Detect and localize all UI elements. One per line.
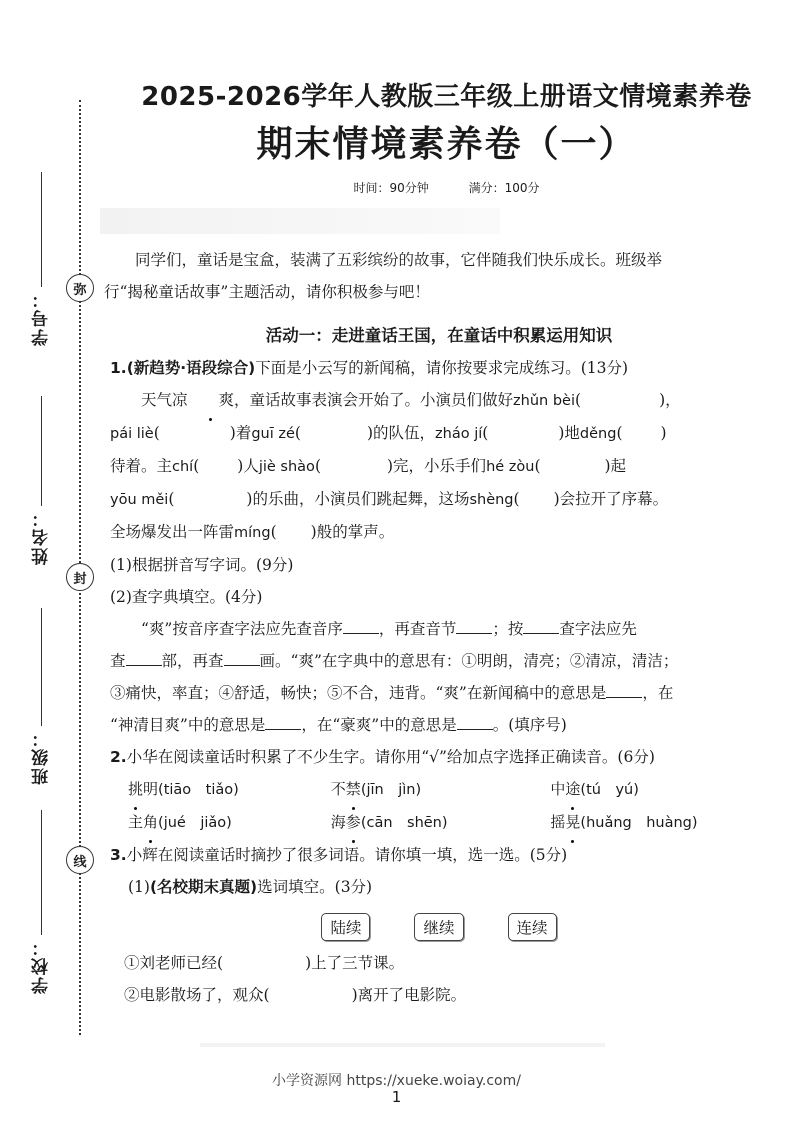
passage-text: ，童话故事表演会开始了。小演员们做好 bbox=[234, 391, 514, 409]
exam-title: 2025-2026学年人教版三年级上册语文情境素养卷 bbox=[141, 82, 752, 112]
question-1 bbox=[110, 352, 768, 384]
word-item[interactable] bbox=[331, 806, 551, 839]
exam-meta bbox=[100, 179, 793, 196]
word-char: 不 bbox=[330, 780, 346, 798]
pinyin-options: (jīn jìn) bbox=[360, 782, 422, 798]
dict-text: 画。“爽”在字典中的意思有：①明朗，清亮；②清凉，清洁； bbox=[259, 652, 679, 670]
sub-text: 选词填空。(3分) bbox=[257, 878, 373, 896]
q1-sub-2: (2)查字典填空。(4分) bbox=[110, 588, 263, 606]
passage-text: 待着。主 bbox=[110, 457, 173, 475]
dict-text: “神清目爽”中的意思是 bbox=[110, 716, 266, 734]
name-label: 姓名： bbox=[31, 508, 52, 565]
word-options bbox=[110, 913, 768, 941]
dict-text: ，再查音节 bbox=[378, 620, 457, 638]
name-line bbox=[41, 396, 42, 506]
passage-line-4 bbox=[110, 483, 768, 516]
student-id-label: 学号： bbox=[31, 289, 52, 346]
passage-text: )， bbox=[659, 391, 681, 409]
dict-text: 部，再查 bbox=[161, 652, 224, 670]
dict-text: ，在 bbox=[642, 684, 674, 702]
pinyin: hé zòu bbox=[486, 459, 535, 475]
dotted-char: 挑 bbox=[128, 773, 143, 805]
exam-time: 时间：90分钟 bbox=[353, 181, 429, 195]
sentence-text: ②电影散场了，观众( bbox=[124, 986, 270, 1004]
word-char: 海 bbox=[330, 813, 346, 831]
option-lianxu[interactable]: 连续 bbox=[508, 913, 557, 941]
pinyin: guī zé bbox=[251, 426, 295, 442]
passage-line-5 bbox=[110, 516, 768, 549]
q3-sub-1 bbox=[128, 871, 768, 903]
pinyin-options: (tú yú) bbox=[580, 782, 639, 798]
pinyin: děng bbox=[579, 426, 617, 442]
word-char: 明 bbox=[143, 780, 159, 798]
seal-mark-feng: 封 bbox=[66, 563, 94, 591]
passage-text: )起 bbox=[604, 457, 627, 475]
dict-line-1 bbox=[110, 613, 768, 645]
word-item[interactable] bbox=[128, 773, 331, 806]
binding-strip bbox=[0, 0, 100, 1121]
pinyin: chí bbox=[172, 459, 194, 475]
dotted-char: 角 bbox=[143, 806, 158, 838]
pinyin: míng bbox=[234, 525, 271, 541]
paren: ( bbox=[482, 424, 489, 442]
sentence-text: ①刘老师已经( bbox=[124, 954, 224, 972]
pinyin: yōu měi bbox=[110, 492, 169, 508]
passage-text: )人 bbox=[237, 457, 259, 475]
footer-site[interactable]: 小学资源网 https://xueke.woiay.com/ bbox=[272, 1073, 521, 1089]
pinyin-options: (tiāo tiǎo) bbox=[158, 782, 239, 798]
paren: ( bbox=[270, 523, 277, 541]
passage-text: )完，小乐手们 bbox=[387, 457, 487, 475]
pinyin: zhǔn bèi bbox=[513, 393, 575, 409]
passage-text: )着 bbox=[229, 424, 252, 442]
word-row-1 bbox=[128, 773, 768, 806]
word-item[interactable] bbox=[128, 806, 331, 839]
header-shade bbox=[100, 208, 500, 234]
sentence-text: )离开了电影院。 bbox=[351, 986, 467, 1004]
fill-sentence-2 bbox=[124, 979, 768, 1011]
exam-subtitle: 期末情境素养卷（一） bbox=[256, 124, 637, 165]
dict-text: ③痛快，率直；④舒适，畅快；⑤不合，违背。“爽”在新闻稿中的意思是 bbox=[110, 684, 607, 702]
question-tag: (名校期末真题) bbox=[149, 878, 258, 896]
class-label: 班级： bbox=[31, 728, 52, 785]
passage-line-2 bbox=[110, 417, 768, 450]
paren: ( bbox=[575, 391, 582, 409]
q1-sub-1: (1)根据拼音写字词。(9分) bbox=[110, 556, 294, 574]
word-row-2 bbox=[128, 806, 768, 839]
answer-underline[interactable] bbox=[456, 620, 492, 634]
activity-1-heading: 活动一：走进童话王国，在童话中积累运用知识 bbox=[265, 326, 613, 345]
exam-content bbox=[104, 244, 768, 1011]
passage-text: )的队伍， bbox=[366, 424, 436, 442]
question-number: 1. bbox=[110, 359, 127, 377]
answer-underline[interactable] bbox=[126, 652, 162, 666]
passage-text: )般的掌声。 bbox=[310, 523, 395, 541]
passage-line-3 bbox=[110, 450, 768, 483]
school-line bbox=[41, 810, 42, 935]
question-number: 3. bbox=[110, 846, 127, 864]
intro-line-2: 行“揭秘童话故事”主题活动，请你积极参与吧！ bbox=[104, 283, 430, 301]
paren: ( bbox=[294, 424, 301, 442]
word-char: 中 bbox=[550, 780, 566, 798]
word-item[interactable] bbox=[550, 773, 768, 806]
pinyin: jiè shào bbox=[258, 459, 315, 475]
question-3 bbox=[110, 839, 768, 871]
pinyin: pái liè bbox=[110, 426, 154, 442]
name-field[interactable] bbox=[26, 396, 56, 565]
paren: ( bbox=[616, 424, 623, 442]
seal-mark-mi: 弥 bbox=[66, 274, 94, 302]
dotted-char: 爽 bbox=[188, 384, 235, 416]
paren: ( bbox=[193, 457, 200, 475]
answer-underline[interactable] bbox=[523, 620, 559, 634]
dict-line-3 bbox=[110, 677, 768, 709]
passage-line-1 bbox=[110, 384, 768, 417]
dotted-char: 途 bbox=[565, 773, 580, 805]
question-tag: (新趋势·语段综合) bbox=[126, 359, 256, 377]
dict-line-2 bbox=[110, 645, 768, 677]
dict-line-4 bbox=[110, 709, 768, 741]
dict-text: ，在“豪爽”中的意思是 bbox=[301, 716, 457, 734]
bottom-shade bbox=[200, 1043, 605, 1047]
word-char: 主 bbox=[128, 813, 144, 831]
passage-text: 全场爆发出一阵雷 bbox=[110, 523, 235, 541]
passage-text: )的乐曲，小演员们跳起舞，这场 bbox=[246, 490, 470, 508]
exam-score: 满分：100分 bbox=[468, 181, 540, 195]
dict-text: 查 bbox=[110, 652, 126, 670]
paren: ( bbox=[314, 457, 321, 475]
dict-text: 查字法应先 bbox=[559, 620, 637, 638]
sentence-text: )上了三节课。 bbox=[305, 954, 405, 972]
question-text: 小辉在阅读童话时摘抄了很多词语。请你填一填，选一选。(5分) bbox=[126, 846, 568, 864]
sub-number: (1) bbox=[128, 878, 150, 896]
answer-underline[interactable] bbox=[224, 652, 260, 666]
school-field[interactable] bbox=[26, 810, 56, 994]
paren: ( bbox=[513, 490, 520, 508]
option-luxu[interactable]: 陆续 bbox=[321, 913, 370, 941]
pinyin-options: (cān shēn) bbox=[360, 815, 448, 831]
pinyin: zháo jí bbox=[435, 426, 483, 442]
paren: ( bbox=[168, 490, 175, 508]
answer-underline[interactable] bbox=[265, 716, 301, 730]
paren: ( bbox=[153, 424, 160, 442]
class-field[interactable] bbox=[26, 608, 56, 785]
option-jixu[interactable]: 继续 bbox=[414, 913, 463, 941]
student-id-line bbox=[41, 172, 42, 287]
paren: ) bbox=[660, 424, 667, 442]
pinyin-options: (jué jiǎo) bbox=[158, 815, 232, 831]
class-line bbox=[41, 608, 42, 726]
answer-underline[interactable] bbox=[343, 620, 379, 634]
word-item[interactable] bbox=[331, 773, 551, 806]
question-2 bbox=[110, 741, 768, 773]
question-text: 小华在阅读童话时积累了不少生字。请你用“√”给加点字选择正确读音。(6分) bbox=[126, 748, 655, 766]
dict-text: 。(填序号) bbox=[492, 716, 567, 734]
dotted-char: 参 bbox=[346, 806, 361, 838]
pinyin-options: (huǎng huàng) bbox=[580, 815, 698, 831]
dotted-char: 禁 bbox=[346, 773, 361, 805]
passage-text: )地 bbox=[558, 424, 580, 442]
intro-line-1: 同学们，童话是宝盒，装满了五彩缤纷的故事，它伴随我们快乐成长。班级举 bbox=[135, 251, 663, 269]
pinyin: shèng bbox=[469, 492, 514, 508]
dict-text: “爽”按音序查字法应先查音序 bbox=[141, 620, 343, 638]
school-label: 学校： bbox=[31, 937, 52, 994]
fill-sentence-1 bbox=[124, 947, 768, 979]
question-number: 2. bbox=[110, 748, 127, 766]
question-text: 下面是小云写的新闻稿，请你按要求完成练习。(13分) bbox=[255, 359, 629, 377]
dict-text: ；按 bbox=[492, 620, 524, 638]
student-id-field[interactable] bbox=[26, 172, 56, 346]
word-char: 摇 bbox=[550, 813, 566, 831]
answer-underline[interactable] bbox=[606, 684, 642, 698]
passage-text: 天气凉 bbox=[141, 391, 188, 409]
page-number: 1 bbox=[391, 1088, 402, 1106]
seal-mark-xian: 线 bbox=[66, 846, 94, 874]
paren: ( bbox=[534, 457, 541, 475]
dotted-char: 晃 bbox=[565, 806, 580, 838]
passage-text: )会拉开了序幕。 bbox=[553, 490, 669, 508]
word-item[interactable] bbox=[550, 806, 768, 839]
answer-underline[interactable] bbox=[457, 716, 493, 730]
